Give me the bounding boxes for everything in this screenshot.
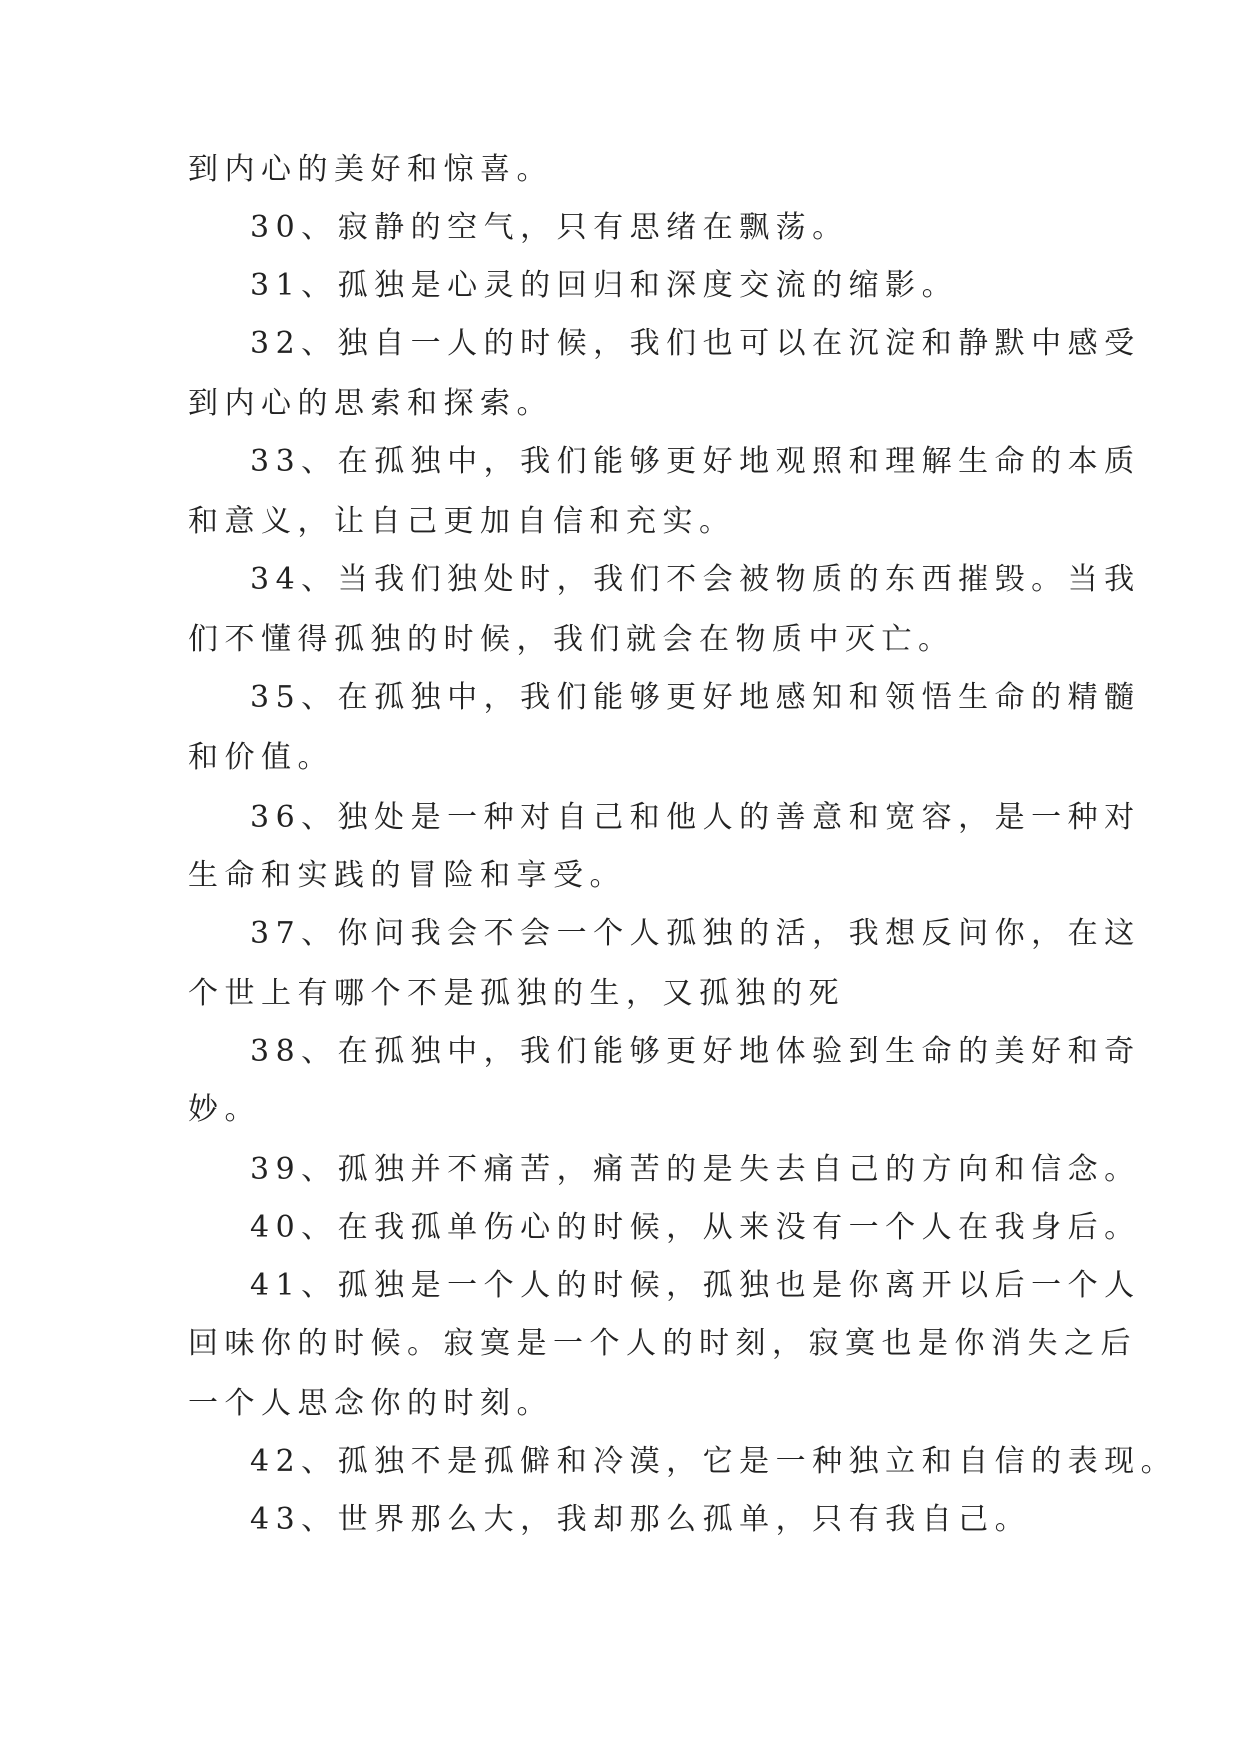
- text-line: 37、你问我会不会一个人孤独的活，我想反问你，在这: [250, 916, 1141, 951]
- text-line: 41、孤独是一个人的时候，孤独也是你离开以后一个人: [250, 1268, 1141, 1303]
- text-line: 33、在孤独中，我们能够更好地观照和理解生命的本质: [250, 444, 1141, 479]
- text-line: 39、孤独并不痛苦，痛苦的是失去自己的方向和信念。: [250, 1152, 1141, 1187]
- text-line: 到内心的思索和探索。: [188, 386, 553, 421]
- text-line: 32、独自一人的时候，我们也可以在沉淀和静默中感受: [250, 326, 1141, 361]
- text-line: 们不懂得孤独的时候，我们就会在物质中灭亡。: [188, 622, 955, 657]
- text-line: 到内心的美好和惊喜。: [188, 152, 553, 187]
- text-line: 42、孤独不是孤僻和冷漠，它是一种独立和自信的表现。: [250, 1444, 1178, 1479]
- text-line: 30、寂静的空气，只有思绪在飘荡。: [250, 210, 849, 245]
- text-line: 36、独处是一种对自己和他人的善意和宽容，是一种对: [250, 800, 1141, 835]
- text-line: 43、世界那么大，我却那么孤单，只有我自己。: [250, 1502, 1032, 1537]
- text-line: 31、孤独是心灵的回归和深度交流的缩影。: [250, 268, 959, 303]
- text-line: 个世上有哪个不是孤独的生，又孤独的死: [188, 976, 845, 1011]
- text-line: 34、当我们独处时，我们不会被物质的东西摧毁。当我: [250, 562, 1141, 597]
- text-line: 和价值。: [188, 740, 334, 775]
- text-line: 生命和实践的冒险和享受。: [188, 858, 626, 893]
- text-line: 回味你的时候。寂寞是一个人的时刻，寂寞也是你消失之后: [188, 1326, 1137, 1361]
- text-line: 一个人思念你的时刻。: [188, 1386, 553, 1421]
- text-line: 35、在孤独中，我们能够更好地感知和领悟生命的精髓: [250, 680, 1141, 715]
- text-line: 妙。: [188, 1092, 261, 1127]
- text-line: 40、在我孤单伤心的时候，从来没有一个人在我身后。: [250, 1210, 1141, 1245]
- text-line: 38、在孤独中，我们能够更好地体验到生命的美好和奇: [250, 1034, 1141, 1069]
- text-line: 和意义，让自己更加自信和充实。: [188, 504, 736, 539]
